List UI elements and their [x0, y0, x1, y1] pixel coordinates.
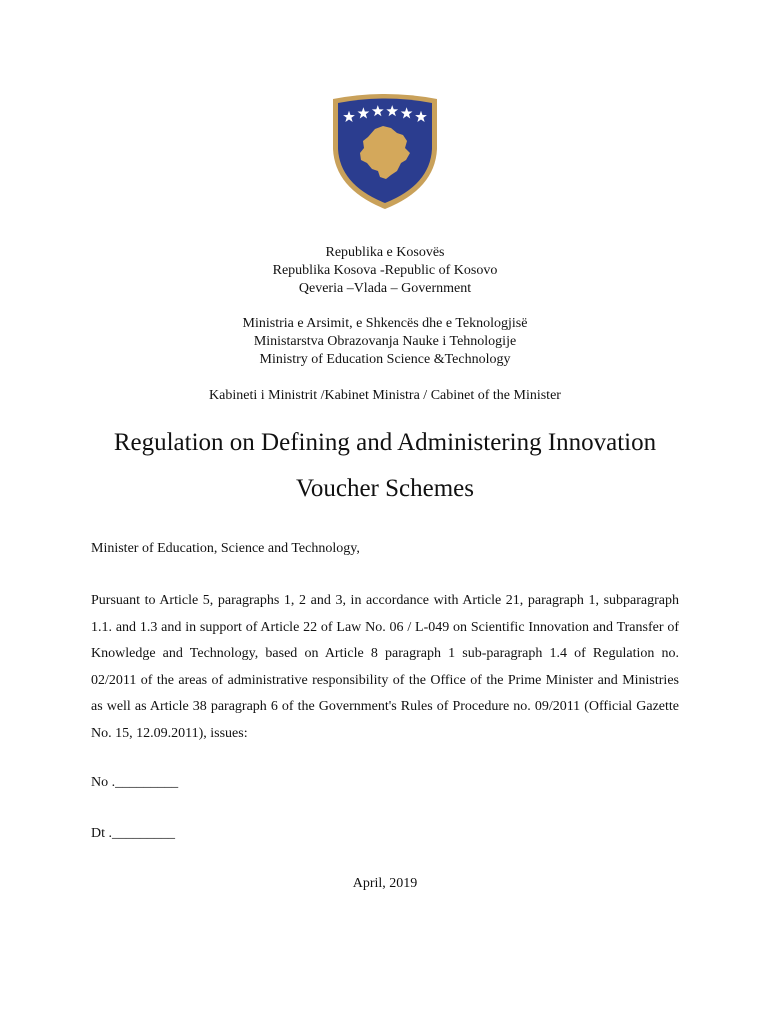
government-line-2: Republika Kosova -Republic of Kosovo — [272, 263, 498, 278]
cabinet-header — [0, 387, 770, 405]
ministry-line-1: Ministria e Arsimit, e Shkencës dhe e Teknologjisë — [242, 316, 528, 331]
government-line-1: Republika e Kosovës — [325, 245, 445, 260]
document-title — [0, 420, 770, 512]
preamble-paragraph: Pursuant to Article 5, paragraphs 1, 2 and 3, in accordance with Article 21, paragraph 1, subparagraph 1.1. and 1.3 and in support of Article 22 of Law No. 06 / L-049 on Scientific Innovation and Transfer of Knowledge and Technology, based on Article 8 paragraph 1 sub-paragraph 1.4 of Regulation no. 02/2011 of the areas of administrative responsibility of the Office of the Prime Minister and Ministries as well as Article 38 paragraph 6 of the Government's Rules of Procedure no. 09/2011 (Official Gazette No. 15, 12.09.2011), issues: — [91, 593, 679, 741]
document-date: April, 2019 — [352, 876, 418, 891]
cabinet-line: Kabineti i Ministrit /Kabinet Ministra / Cabinet of the Minister — [209, 388, 561, 403]
date-field: Dt ._________ — [91, 826, 175, 841]
government-header — [0, 244, 770, 298]
ministry-line-2: Ministarstva Obrazovanja Nauke i Tehnologije — [253, 334, 517, 349]
title-line-2: Voucher Schemes — [296, 475, 474, 502]
government-line-3: Qeveria –Vlada – Government — [298, 281, 472, 296]
number-field: No ._________ — [91, 775, 179, 790]
kosovo-coat-of-arms-icon — [331, 93, 439, 211]
ministry-header — [0, 315, 770, 369]
title-line-1: Regulation on Defining and Administering Innovation — [113, 429, 657, 456]
ministry-line-3: Ministry of Education Science &Technology — [259, 352, 511, 367]
addressee-line: Minister of Education, Science and Technology, — [91, 541, 360, 556]
